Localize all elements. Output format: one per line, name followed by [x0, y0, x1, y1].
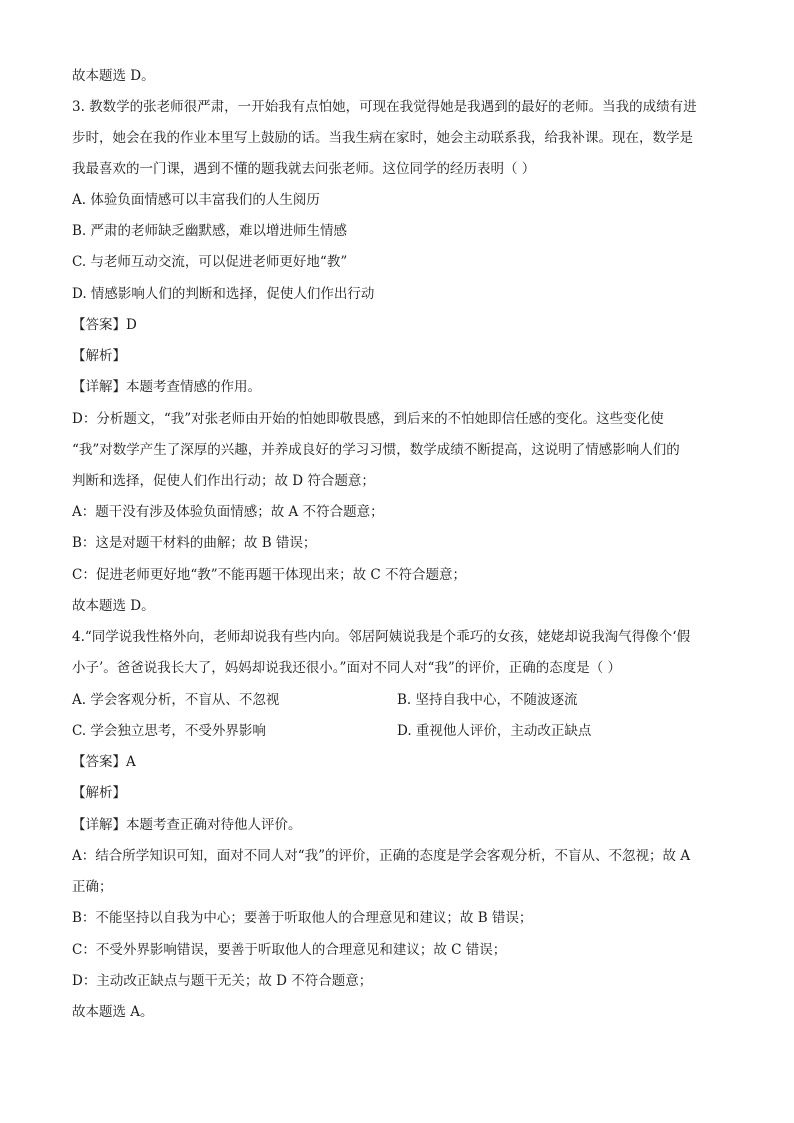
question-4-stem-line-1: 4.“同学说我性格外向，老师却说我有些内向。邻居阿姨说我是个乖巧的女孩，姥姥却说我淘气得像个‘假	[72, 629, 691, 645]
question-3-option-c: C. 与老师互动交流，可以促进老师更好地“教”	[72, 254, 348, 270]
question-4-detail-a-line-2: 正确；	[72, 879, 113, 895]
question-3-detail-d-line-2: “我”对数学产生了深厚的兴趣，并养成良好的学习习惯，数学成绩不断提高，这说明了情感影响人们的	[72, 442, 680, 458]
question-3-detail-d-line-1: D：分析题文，“我”对张老师由开始的怕她即敬畏感，到后来的不怕她即信任感的变化。这些变化使	[72, 411, 664, 427]
question-4-option-c: C. 学会独立思考，不受外界影响	[72, 723, 266, 739]
question-3-answer: 【答案】D	[72, 317, 137, 333]
question-4-stem-line-2: 小子’。爸爸说我长大了，妈妈却说我还很小。”面对不同人对“我”的评价，正确的态度是（ ）	[72, 660, 622, 676]
question-4-answer: 【答案】A	[72, 754, 136, 770]
question-4-analysis-heading: 【解析】	[72, 785, 126, 801]
question-4-detail-d: D：主动改正缺点与题干无关；故 D 不符合题意；	[72, 973, 373, 989]
question-4-detail-a-line-1: A：结合所学知识可知，面对不同人对“我”的评价，正确的态度是学会客观分析，不盲从、不忽视；故 A	[72, 848, 691, 864]
question-3-option-d: D. 情感影响人们的判断和选择，促使人们作出行动	[72, 286, 375, 302]
question-3-detail-c: C：促进老师更好地“教”不能再题干体现出来；故 C 不符合题意；	[72, 567, 467, 583]
question-4-conclusion: 故本题选 A。	[72, 1004, 154, 1020]
question-3-analysis-heading: 【解析】	[72, 348, 126, 364]
question-4-option-d: D. 重视他人评价，主动改正缺点	[397, 723, 592, 739]
question-4-option-b: B. 坚持自我中心，不随波逐流	[397, 692, 578, 708]
question-3-option-a: A. 体验负面情感可以丰富我们的人生阅历	[72, 192, 320, 208]
question-4-detail-b: B：不能坚持以自我为中心；要善于听取他人的合理意见和建议；故 B 错误；	[72, 910, 533, 926]
question-3-detail-a: A：题干没有涉及体验负面情感；故 A 不符合题意；	[72, 504, 384, 520]
question-4-option-a: A. 学会客观分析，不盲从、不忽视	[72, 692, 280, 708]
question-3-stem-line-3: 我最喜欢的一门课，遇到不懂的题我就去问张老师。这位同学的经历表明（ ）	[72, 161, 536, 177]
answer-conclusion-q2: 故本题选 D。	[72, 68, 155, 84]
question-3-stem-line-1: 3. 教数学的张老师很严肃，一开始我有点怕她，可现在我觉得她是我遇到的最好的老师。当我的成绩有进	[72, 99, 697, 115]
question-3-stem-line-2: 步时，她会在我的作业本里写上鼓励的话。当我生病在家时，她会主动联系我，给我补课。现在，数学是	[72, 130, 693, 146]
question-4-detail-c: C：不受外界影响错误，要善于听取他人的合理意见和建议；故 C 错误；	[72, 942, 507, 958]
question-4-detail-intro: 【详解】本题考查正确对待他人评价。	[72, 817, 302, 833]
question-3-option-b: B. 严肃的老师缺乏幽默感，难以增进师生情感	[72, 223, 348, 239]
question-3-detail-d-line-3: 判断和选择，促使人们作出行动；故 D 符合题意；	[72, 473, 375, 489]
question-3-detail-b: B：这是对题干材料的曲解；故 B 错误；	[72, 535, 317, 551]
question-3-conclusion: 故本题选 D。	[72, 598, 155, 614]
question-3-detail-intro: 【详解】本题考查情感的作用。	[72, 379, 261, 395]
